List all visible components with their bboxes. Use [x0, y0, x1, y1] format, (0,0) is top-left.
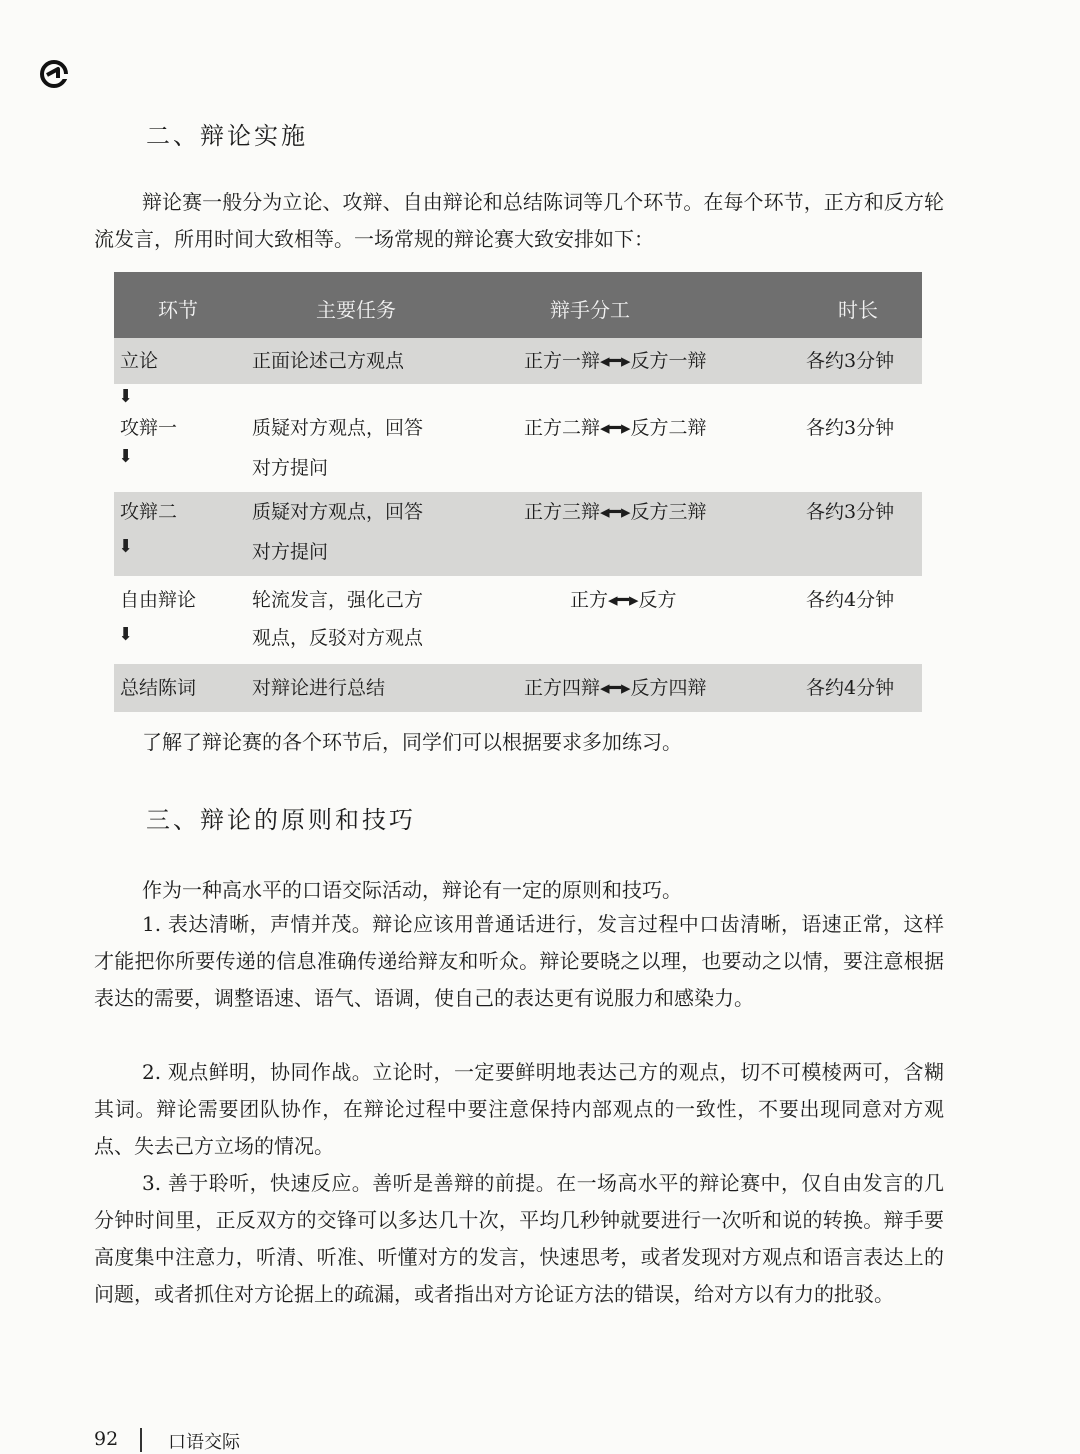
row-roles: 正方四辩◂━▸反方四辩	[524, 677, 707, 699]
row-duration: 各约4分钟	[806, 677, 895, 699]
row-stage: 攻辩一	[120, 417, 178, 439]
table-row	[114, 384, 922, 492]
footer-chapter-title: 口语交际	[168, 1432, 240, 1453]
principle-2-paragraph: 2. 观点鲜明，协同作战。立论时，一定要鲜明地表达己方的观点，切不可模棱两可，含糊其词。辩论需要团队协作，在辩论过程中要注意保持内部观点的一致性，不要出现同意对方观点、失去己方立场的情况。	[94, 1060, 944, 1158]
row-task-continued: 对方提问	[252, 541, 329, 563]
section2-intro-paragraph: 辩论赛一般分为立论、攻辩、自由辩论和总结陈词等几个环节。在每个环节，正方和反方轮流发言，所用时间大致相等。一场常规的辩论赛大致安排如下：	[94, 190, 944, 251]
row-stage: 自由辩论	[120, 589, 197, 611]
footer-divider	[140, 1428, 142, 1452]
chapter-mark-icon	[38, 58, 70, 90]
down-arrow-icon: ⬇	[118, 446, 134, 467]
row-task-continued: 对方提问	[252, 457, 329, 479]
table-row	[114, 664, 922, 712]
row-task: 正面论述己方观点	[252, 350, 405, 372]
row-duration: 各约4分钟	[806, 589, 895, 611]
row-task-continued: 观点，反驳对方观点	[252, 627, 424, 649]
row-roles: 正方三辩◂━▸反方三辩	[524, 501, 707, 523]
principle-1-paragraph: 1. 表达清晰，声情并茂。辩论应该用普通话进行，发言过程中口齿清晰，语速正常，这样才能把你所要传递的信息准确传递给辩友和听众。辩论要晓之以理，也要动之以情，要注意根据表达的需要，调整语速、语气、语调，使自己的表达更有说服力和感染力。	[94, 912, 944, 1010]
row-stage: 立论	[120, 350, 159, 372]
down-arrow-icon: ⬇	[118, 386, 134, 407]
row-stage: 总结陈词	[120, 677, 197, 699]
header-task: 主要任务	[316, 298, 396, 322]
down-arrow-icon: ⬇	[118, 536, 134, 557]
row-task: 质疑对方观点，回答	[252, 501, 424, 523]
section3-intro: 作为一种高水平的口语交际活动，辩论有一定的原则和技巧。	[142, 878, 682, 902]
row-duration: 各约3分钟	[806, 417, 895, 439]
row-task: 轮流发言，强化己方	[252, 589, 424, 611]
section-heading-principles: 三、辩论的原则和技巧	[146, 806, 416, 834]
table-header-row	[114, 272, 922, 338]
row-duration: 各约3分钟	[806, 350, 895, 372]
row-task: 对辩论进行总结	[252, 677, 386, 699]
table-row	[114, 576, 922, 664]
after-table-sentence: 了解了辩论赛的各个环节后，同学们可以根据要求多加练习。	[142, 730, 682, 754]
row-task: 质疑对方观点，回答	[252, 417, 424, 439]
section-heading-implementation: 二、辩论实施	[146, 122, 308, 150]
header-duration: 时长	[838, 298, 878, 322]
header-roles: 辩手分工	[550, 298, 630, 322]
row-duration: 各约3分钟	[806, 501, 895, 523]
principle-3-paragraph: 3. 善于聆听，快速反应。善听是善辩的前提。在一场高水平的辩论赛中，仅自由发言的几分钟时间里，正反双方的交锋可以多达几十次，平均几秒钟就要进行一次听和说的转换。辩手要高度集中注意力，听清、听准、听懂对方的发言，快速思考，或者发现对方观点和语言表达上的问题，或者抓住对方论据上的疏漏，或者指出对方论证方法的错误，给对方以有力的批驳。	[94, 1171, 944, 1306]
down-arrow-icon: ⬇	[118, 624, 134, 645]
table-row	[114, 338, 922, 384]
row-roles: 正方一辩◂━▸反方一辩	[524, 350, 707, 372]
debate-schedule-table	[114, 272, 922, 712]
row-stage: 攻辩二	[120, 501, 178, 523]
table-row	[114, 492, 922, 576]
header-stage: 环节	[158, 298, 198, 322]
row-roles: 正方◂━▸反方	[570, 589, 677, 611]
page-number: 92	[94, 1428, 119, 1450]
row-roles: 正方二辩◂━▸反方二辩	[524, 417, 707, 439]
